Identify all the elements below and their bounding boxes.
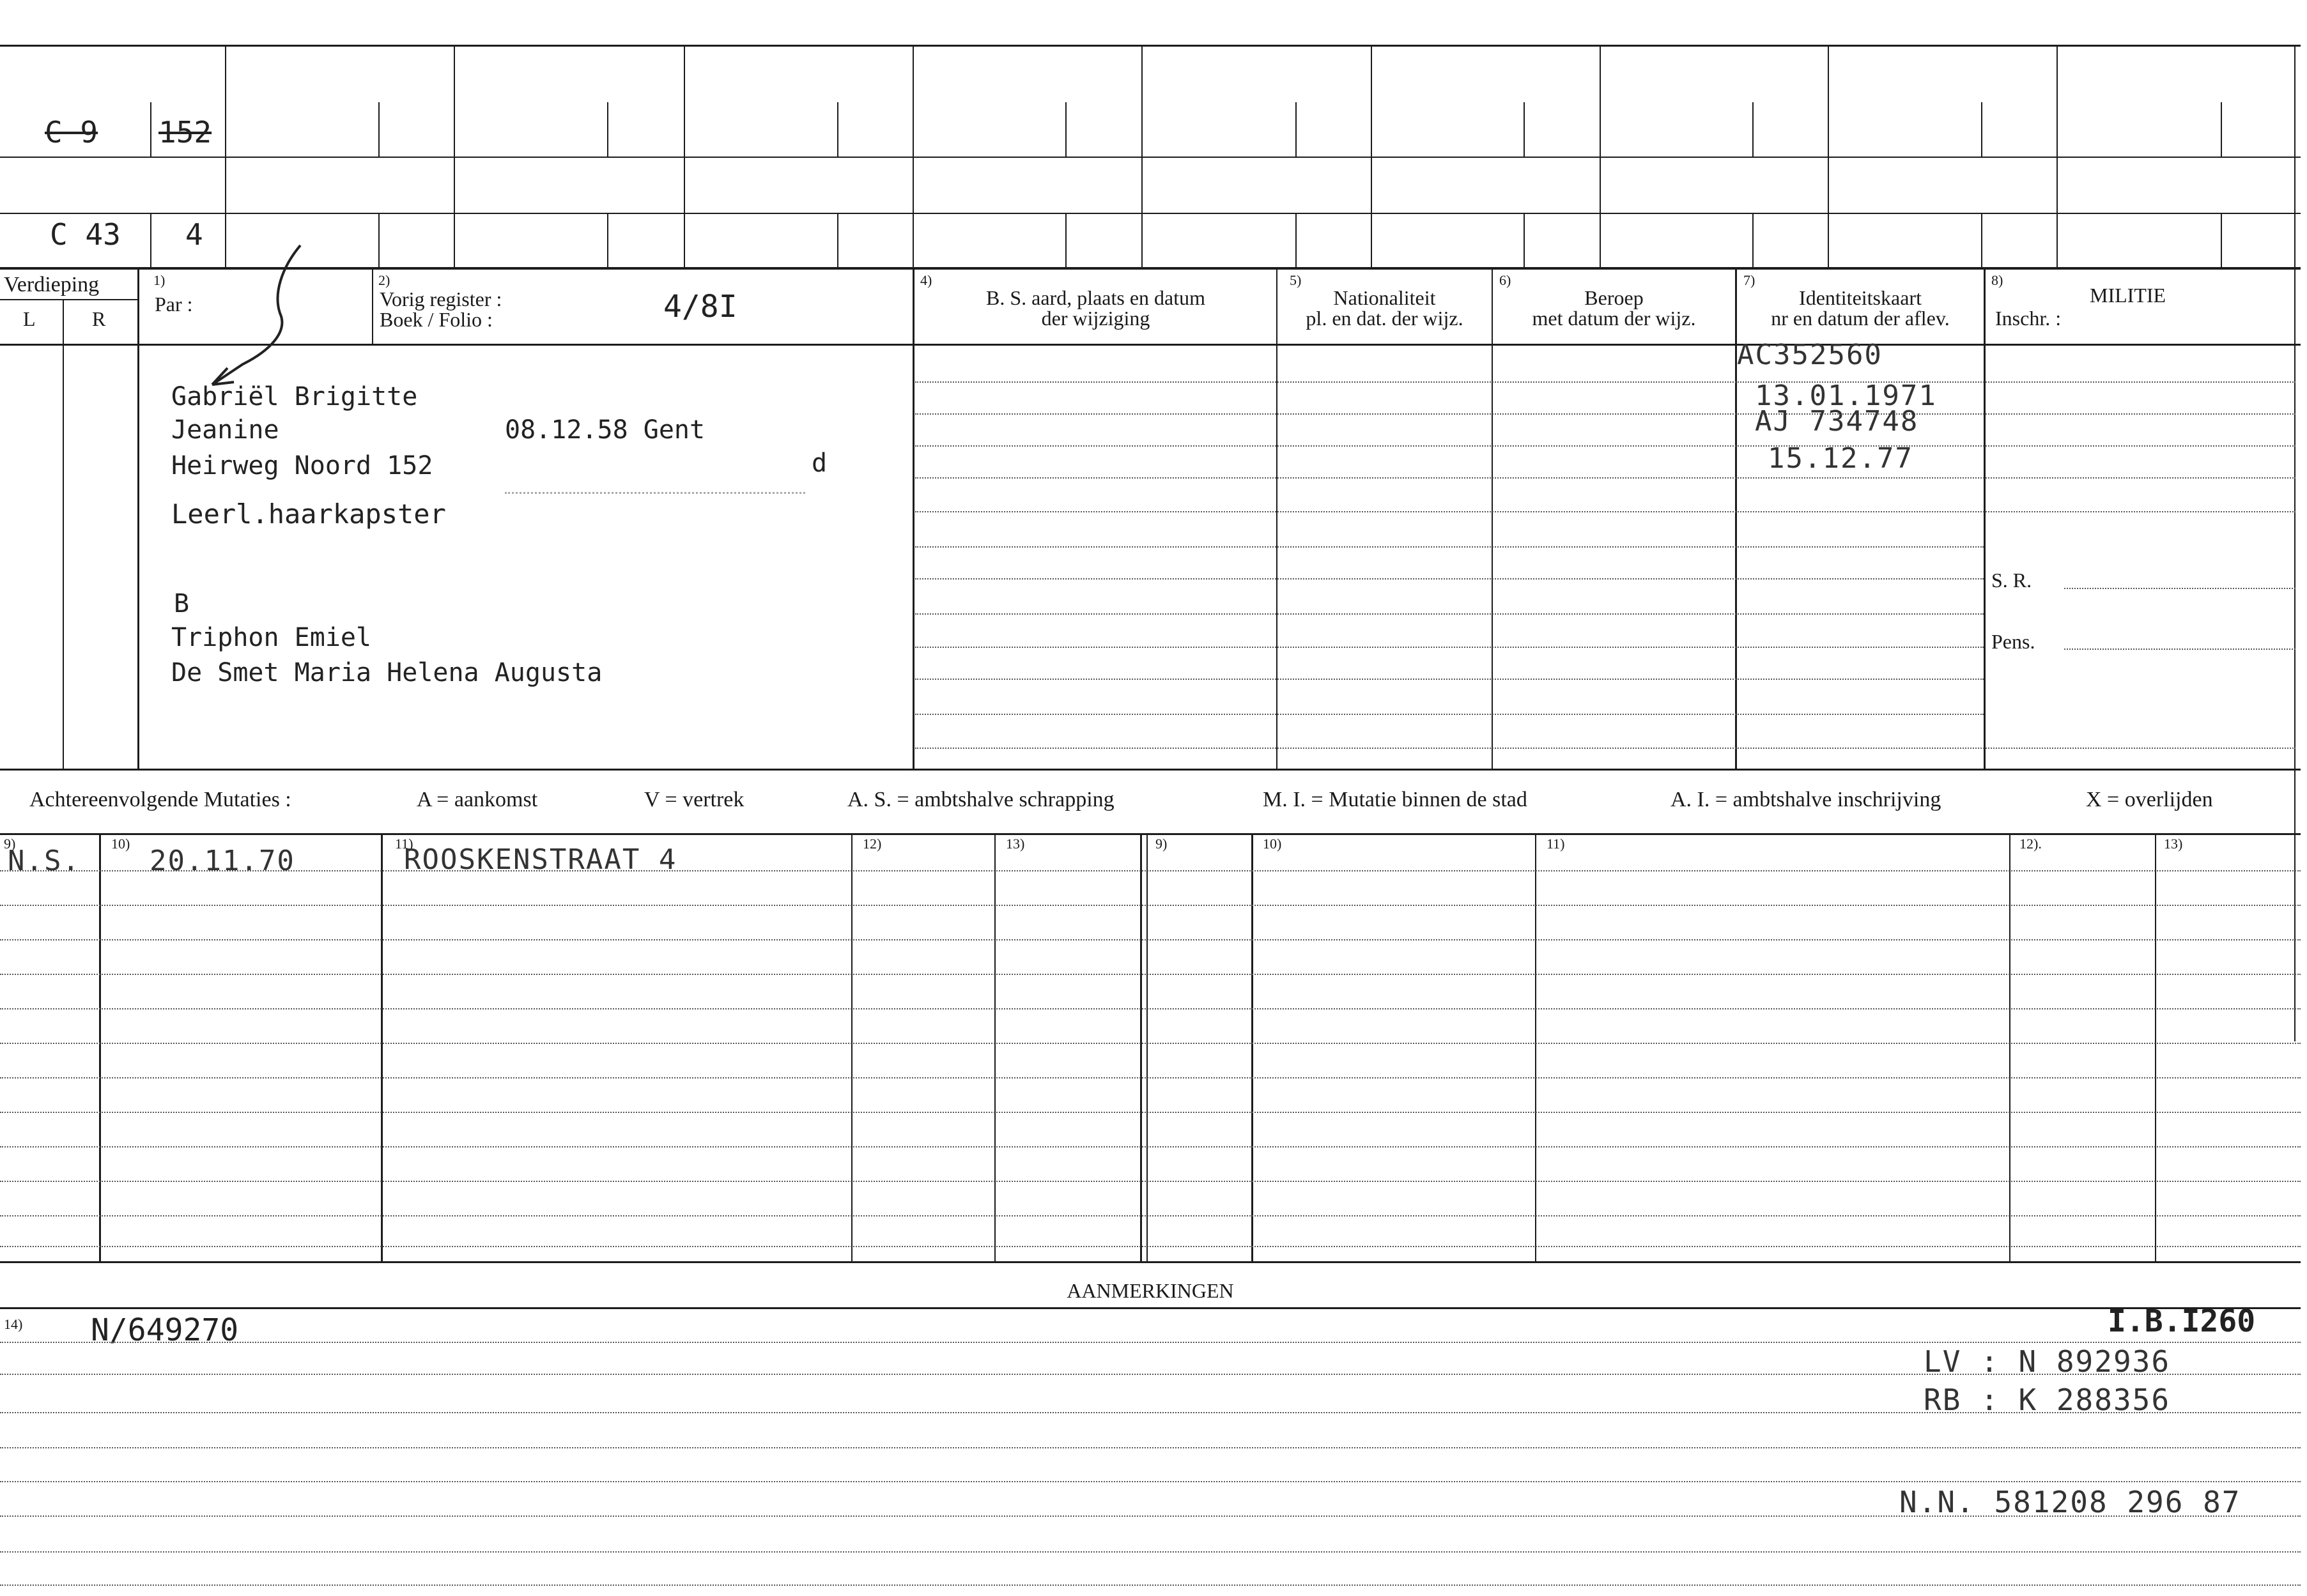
- top-border: [0, 45, 2301, 47]
- identiteitskaart-header-2: nr en datum der aflev.: [1771, 307, 1950, 330]
- person-name: Gabriël Brigitte: [171, 382, 418, 411]
- mutation-date: 20.11.70: [150, 845, 295, 877]
- bs-header-2: der wijziging: [1041, 307, 1150, 330]
- boek-folio-value: 4/8I: [663, 289, 737, 325]
- legend-ai: A. I. = ambtshalve inschrijving: [1670, 788, 1941, 811]
- verdieping-label: Verdieping: [4, 273, 100, 296]
- legend-x: X = overlijden: [2086, 788, 2213, 811]
- id-date-1: 13.01.1971: [1755, 380, 1937, 412]
- address: Heirweg Noord 152: [171, 451, 433, 480]
- mutations-top-rule: [0, 833, 2301, 835]
- father-name: Triphon Emiel: [171, 623, 372, 652]
- legend-v: V = vertrek: [644, 788, 745, 811]
- id-card-2: AJ 734748: [1755, 405, 1919, 438]
- verdieping-l: L: [23, 307, 36, 330]
- register-number: 4: [185, 217, 203, 252]
- old-number: 152: [158, 115, 212, 150]
- arrow-mark: [204, 243, 358, 403]
- boek-folio-label: Boek / Folio :: [380, 308, 493, 331]
- pens-label: Pens.: [1991, 630, 2035, 653]
- mother-name: De Smet Maria Helena Augusta: [171, 658, 603, 687]
- vorig-register-label: Vorig register :: [380, 288, 502, 311]
- remarks-reference: N/649270: [91, 1312, 239, 1348]
- faded-text: [505, 492, 805, 510]
- beroep-header-2: met datum der wijz.: [1532, 307, 1696, 330]
- mutations-bottom-rule: [0, 1261, 2301, 1263]
- nationaliteit-header-2: pl. en dat. der wijz.: [1306, 307, 1463, 330]
- mark-d: d: [812, 449, 828, 478]
- birth-date-place: 08.12.58 Gent: [505, 415, 706, 445]
- remarks-title: AANMERKINGEN: [1067, 1279, 1234, 1302]
- legend-title: Achtereenvolgende Mutaties :: [29, 788, 291, 811]
- remarks-top-rule: [0, 1307, 2301, 1309]
- rb-number: RB : K 288356: [1924, 1383, 2171, 1417]
- legend-as: A. S. = ambtshalve schrapping: [847, 788, 1115, 811]
- verdieping-r: R: [92, 307, 106, 330]
- register-code: C 43: [50, 217, 121, 252]
- militie-header: MILITIE: [2090, 284, 2166, 307]
- nn-number: N.N. 581208 296 87: [1899, 1485, 2241, 1519]
- lv-number: LV : N 892936: [1924, 1344, 2171, 1379]
- sr-label: S. R.: [1991, 569, 2032, 592]
- registry-card: C 9 152 C 43 4 Verdieping L R 1) Par : 2) Vorig register : Boek / Folio : 4/8I 4) B. S. aard, plaats en datum der wijziging 5) Nationaliteit pl. en dat. der wijz. 6) Beroep met datum der wijz. 7) Identiteitskaart nr en datum der aflev. 8) MILITIE Inschr. : S. R. Pens. Gabriël Brigitte Jeanine 08.12.58 Gent Heirweg Noord 152 d Leerl.haarkapster B Triphon Emiel De Smet Maria Helena Augusta AC352560 13.01.1971 AJ 734748 15.12.77 Achtereenvolgende Mutaties : A = aankomst V = vertrek A. S. = ambtshalve schrapping M. I. = Mutatie binnen de stad A. I. = ambtshalve inschrijving X = overlijden 9) 10) 11) 12) 13) 9) 10) 11) 12). 13) N.S. 20.11.70 ROOSKENSTRAAT 4 AANMERKINGEN 14) N/649270 I.B.I260 LV : N 892936 RB : K 288356 N.N. 581208 296 87: [0, 0, 2307, 1596]
- mutation-address: ROOSKENSTRAAT 4: [404, 843, 677, 876]
- id-card-1: AC352560: [1737, 339, 1883, 371]
- nationaliteit-header-1: Nationaliteit: [1333, 286, 1436, 309]
- mutation-code: N.S.: [8, 845, 81, 877]
- occupation: Leerl.haarkapster: [171, 498, 446, 530]
- par-label: Par :: [155, 293, 193, 316]
- ib-code: I.B.I260: [2108, 1303, 2256, 1339]
- parent-marker: B: [174, 589, 190, 618]
- body-bottom-rule: [0, 769, 2301, 771]
- old-code: C 9: [45, 115, 98, 150]
- beroep-header-1: Beroep: [1584, 286, 1644, 309]
- identiteitskaart-header-1: Identiteitskaart: [1799, 286, 1922, 309]
- bs-header-1: B. S. aard, plaats en datum: [985, 286, 1206, 309]
- legend-mi: M. I. = Mutatie binnen de stad: [1263, 788, 1527, 811]
- inschr-label: Inschr. :: [1995, 307, 2062, 330]
- person-name-2: Jeanine: [171, 415, 279, 445]
- id-date-2: 15.12.77: [1768, 442, 1913, 475]
- legend-a: A = aankomst: [417, 788, 538, 811]
